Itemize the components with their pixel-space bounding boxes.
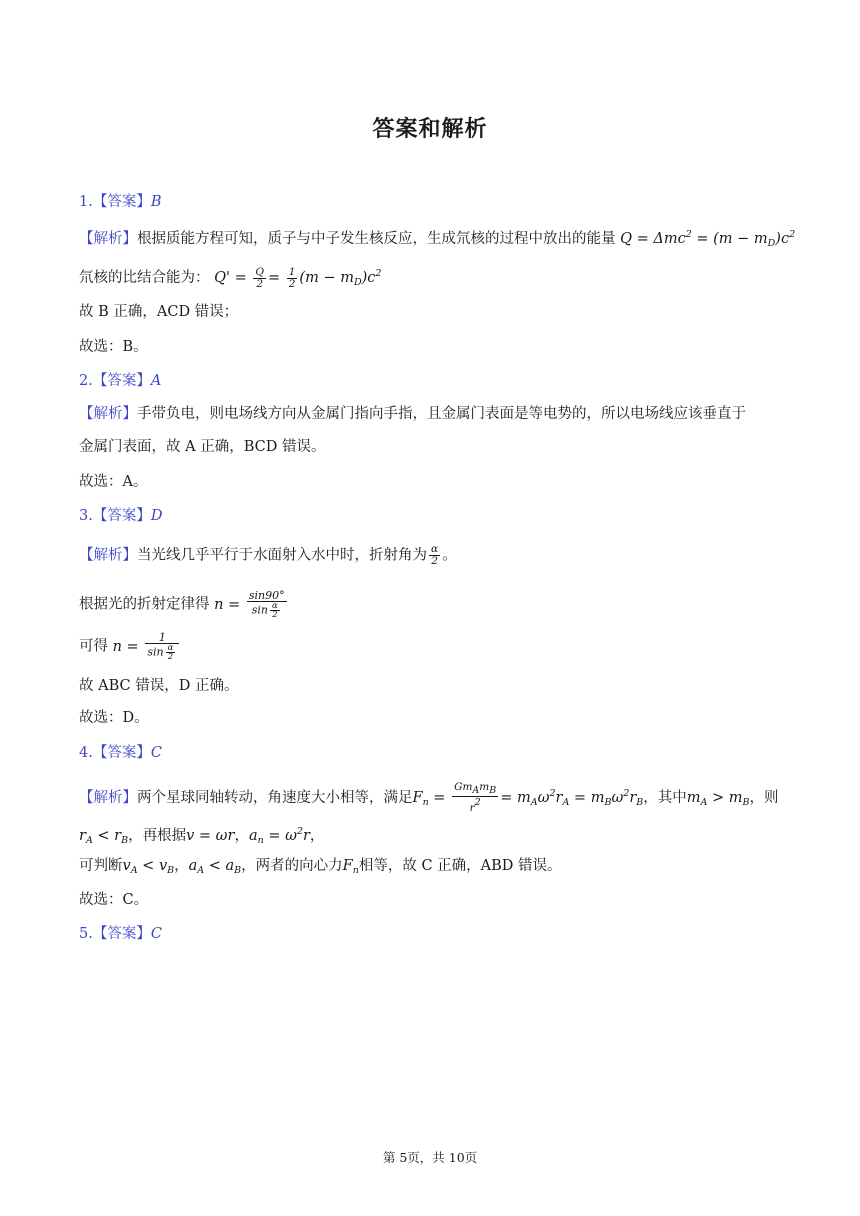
- q1-analysis-line1: [79, 225, 795, 254]
- page-title: 答案和解析: [372, 117, 488, 142]
- q3-analysis-line4: 故 ABC 错误，D 正确。: [79, 678, 239, 694]
- q5-answer-value: C: [150, 926, 162, 942]
- q3-answer-value: D: [150, 508, 163, 524]
- q3-analysis-text: 当光线几乎平行于水面射入水中时，折射角为: [137, 547, 427, 564]
- q2-choice: 故选：A。: [79, 474, 148, 490]
- q4-force-label: ，两者的向心力: [241, 858, 343, 874]
- q2-answer-label: 2.【答案】: [79, 373, 151, 389]
- q4-then-label: ，则: [749, 790, 779, 806]
- q1-binding-formula: Q' = $\frac{Q}{2}$ = $\frac{1}{2}$ $(m - m_D)c^2$: [214, 265, 382, 290]
- q4-analysis-text: 两个星球同轴转动，角速度大小相等，满足: [137, 790, 413, 806]
- q1-analysis-line2: [79, 264, 381, 293]
- q2-answer: [79, 371, 161, 391]
- q4-where-label: ，其中: [643, 790, 687, 806]
- q3-angle-fraction: $\frac{\alpha}{2}$: [431, 543, 439, 567]
- q1-energy-formula: $Q = \Delta mc^2 = (m - m_D)c^2$: [620, 229, 796, 249]
- q1-analysis-text: 根据质能方程可知，质子与中子发生核反应，生成氘核的过程中放出的能量: [137, 231, 616, 247]
- q4-force-symbol: $F_n$: [342, 858, 359, 876]
- q4-radius-relation: $r_A < r_B$: [79, 828, 129, 846]
- q4-answer-value: C: [150, 745, 162, 761]
- q4-velocity-formula: v = ωr: [186, 828, 235, 844]
- q2-analysis-tag: 【解析】: [79, 406, 137, 422]
- q3-analysis-line3: [79, 632, 181, 661]
- q4-analysis-line2: $r_A < r_B$，再根据v = ωr，$a_n = \omega^2r$，: [79, 826, 325, 846]
- q3-answer-label: 3.【答案】: [79, 508, 151, 524]
- q3-analysis-line2: [79, 590, 289, 619]
- q4-choice: 故选：C。: [79, 892, 149, 908]
- q4-answer: [79, 743, 162, 763]
- q1-answer-value: B: [150, 194, 162, 210]
- q1-binding-label: 氘核的比结合能为：: [79, 270, 210, 286]
- q4-conclusion: 相等，故 C 正确，ABD 错误。: [358, 858, 562, 874]
- q5-answer-label: 5.【答案】: [79, 926, 151, 942]
- q4-judge-label: 可判断: [79, 858, 123, 874]
- q4-answer-label: 4.【答案】: [79, 745, 151, 761]
- q3-analysis-tag: 【解析】: [79, 547, 137, 564]
- q1-analysis-tag: 【解析】: [79, 231, 137, 247]
- q4-mass-relation: $m_A > m_B$: [686, 790, 750, 808]
- page-footer: 第 5页，共 10页: [382, 1150, 478, 1165]
- q3-result-label: 可得: [79, 638, 108, 655]
- q3-answer: [79, 506, 162, 526]
- q4-force-formula: $F_n$ = $\frac{\text{GmAmB}}{r2}$ = $m_A\omega^2r_A = m_B\omega^2r_B$: [412, 781, 644, 814]
- q2-answer-value: A: [150, 373, 162, 389]
- q3-law-formula: n = sin90° sin $\frac{\alpha}{2}$: [214, 589, 285, 620]
- q2-analysis-line1: [79, 404, 746, 424]
- q5-answer: [79, 924, 162, 944]
- q1-answer-label: 1.【答案】: [79, 194, 151, 210]
- q4-accel-formula: $a_n = \omega^2r$: [248, 826, 310, 846]
- q3-result-formula: n = 1 sin $\frac{\alpha}{2}$: [113, 639, 182, 655]
- q4-again-label: ，再根据: [128, 828, 187, 844]
- q4-velocity-relation: $v_A < v_B$: [122, 858, 175, 876]
- q4-accel-relation: $a_A < a_B$: [188, 858, 242, 876]
- q1-answer: [79, 192, 162, 212]
- q3-law-label: 根据光的折射定律得: [79, 596, 210, 613]
- q3-choice: 故选：D。: [79, 710, 149, 726]
- q4-analysis-line3: 可判断$v_A < v_B$，$a_A < a_B$，两者的向心力$F_n$相等，故 C 正确，ABD 错误。: [79, 858, 562, 876]
- q1-choice: 故选：B。: [79, 339, 148, 355]
- q2-analysis-text: 手带负电，则电场线方向从金属门指向手指，且金属门表面是等电势的，所以电场线应该垂直于: [137, 406, 746, 422]
- q2-analysis-line2: 金属门表面，故 A 正确，BCD 错误。: [79, 439, 326, 455]
- q1-analysis-line3: 故 B 正确，ACD 错误；: [79, 304, 239, 320]
- q3-analysis-line1: 【解析】当光线几乎平行于水面射入水中时，折射角为 $\frac{\alpha}{2}$ 。: [79, 543, 457, 567]
- q4-analysis-tag: 【解析】: [79, 790, 137, 806]
- q4-analysis-line1: [79, 782, 778, 814]
